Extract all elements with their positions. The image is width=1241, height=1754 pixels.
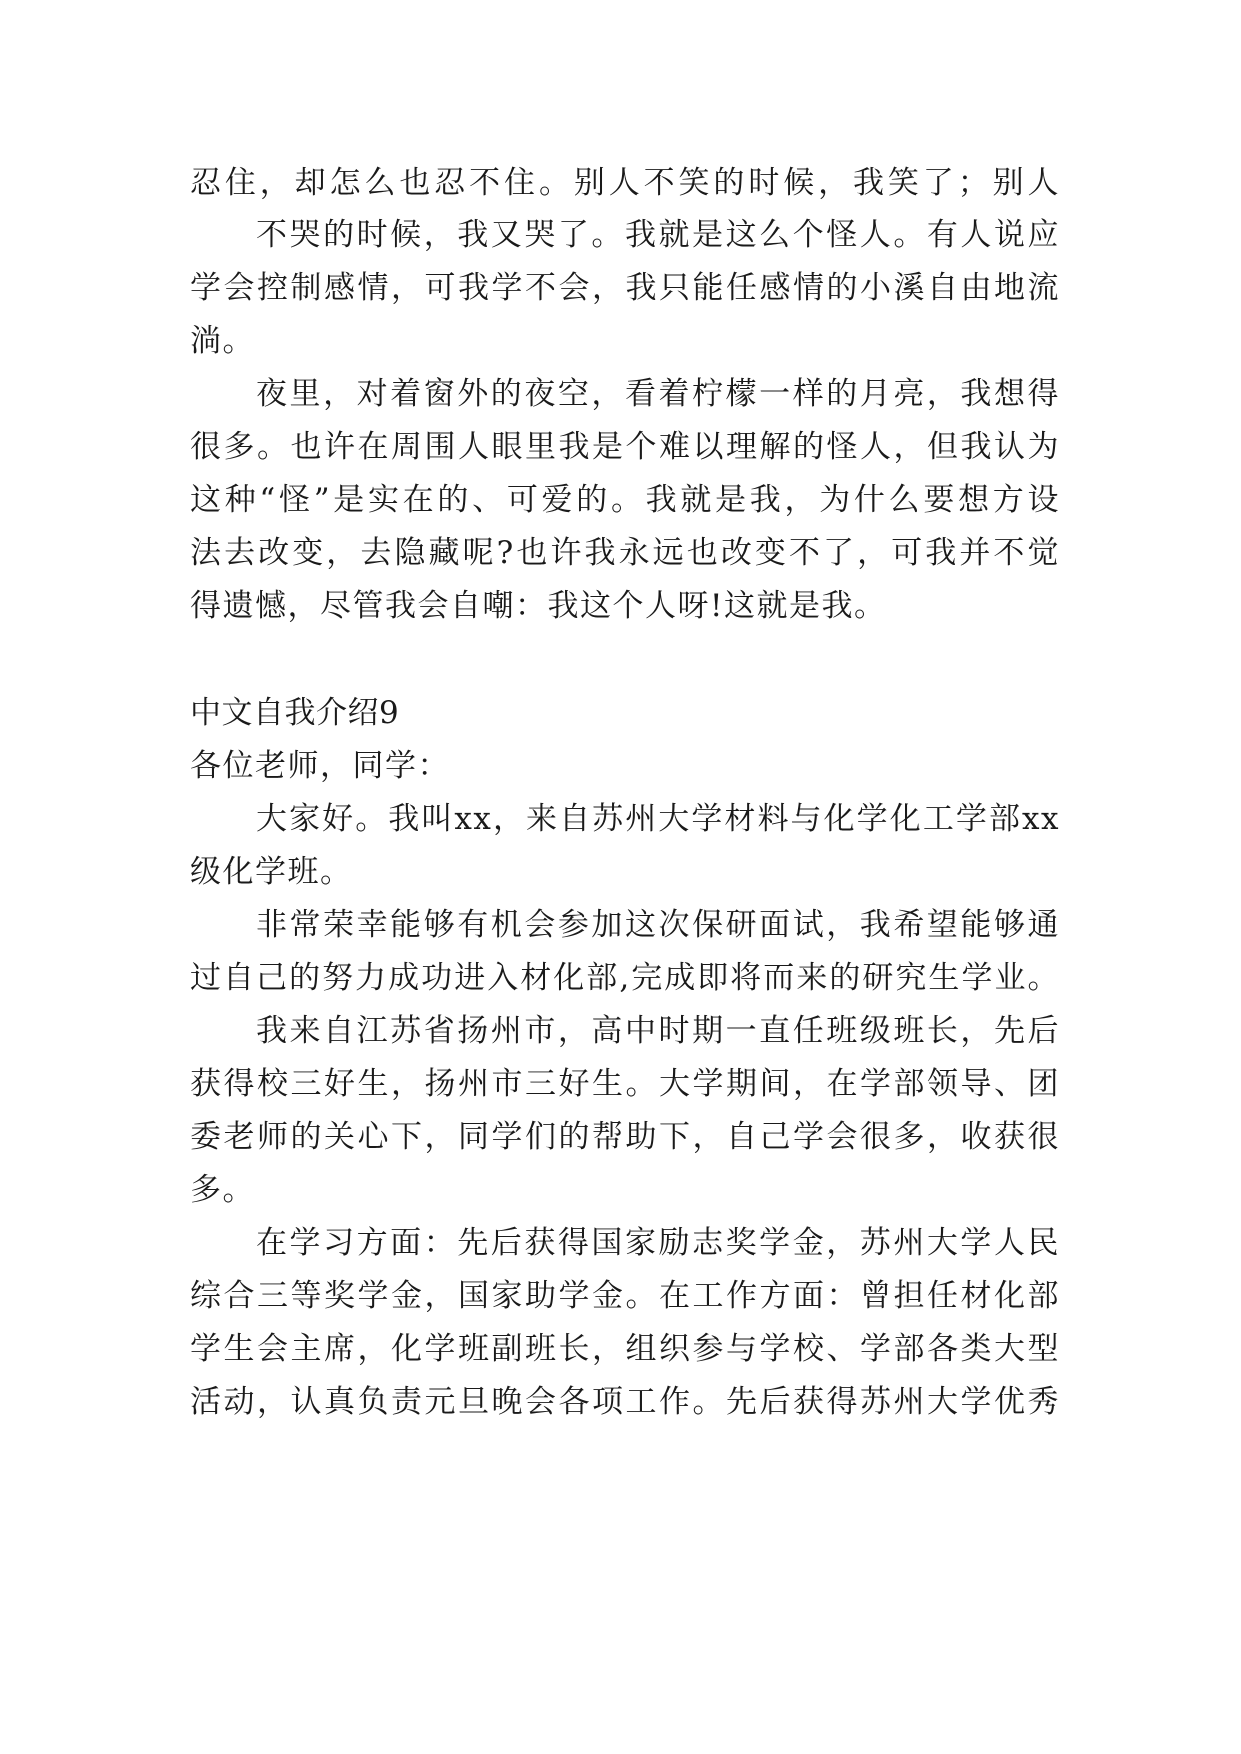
paragraph-line: 很多。也许在周围人眼里我是个难以理解的怪人，但我认为 [190, 429, 1060, 465]
paragraph-line: 学会控制感情，可我学不会，我只能任感情的小溪自由地流 [190, 270, 1060, 306]
paragraph-line: 多。 [190, 1172, 255, 1208]
paragraph-line: 级化学班。 [190, 854, 353, 890]
section-title: 中文自我介绍9 [190, 695, 400, 731]
paragraph-line: 学生会主席，化学班副班长，组织参与学校、学部各类大型 [190, 1331, 1060, 1367]
paragraph-line: 法去改变，去隐藏呢?也许我永远也改变不了，可我并不觉 [190, 535, 1060, 571]
paragraph-line: 这种“怪”是实在的、可爱的。我就是我，为什么要想方设 [190, 482, 1060, 518]
paragraph-line: 淌。 [190, 323, 255, 359]
paragraph-line: 委老师的关心下，同学们的帮助下，自己学会很多，收获很 [190, 1119, 1060, 1155]
paragraph-line: 忍住，却怎么也忍不住。别人不笑的时候，我笑了；别人 [190, 165, 1060, 201]
paragraph-line: 我来自江苏省扬州市，高中时期一直任班级班长，先后 [256, 1013, 1060, 1049]
paragraph-line: 夜里，对着窗外的夜空，看着柠檬一样的月亮，我想得 [256, 376, 1060, 412]
paragraph-line: 过自己的努力成功进入材化部,完成即将而来的研究生学业。 [190, 960, 1060, 996]
paragraph-line: 活动，认真负责元旦晚会各项工作。先后获得苏州大学优秀 [190, 1384, 1060, 1420]
paragraph-line: 综合三等奖学金，国家助学金。在工作方面：曾担任材化部 [190, 1278, 1060, 1314]
paragraph-line: 得遗憾，尽管我会自嘲：我这个人呀!这就是我。 [190, 588, 887, 624]
paragraph-line: 不哭的时候，我又哭了。我就是这么个怪人。有人说应 [256, 217, 1060, 253]
paragraph-line: 获得校三好生，扬州市三好生。大学期间，在学部领导、团 [190, 1066, 1060, 1102]
greeting-line: 各位老师，同学： [190, 748, 450, 784]
paragraph-line: 在学习方面：先后获得国家励志奖学金，苏州大学人民 [256, 1225, 1060, 1261]
paragraph-line: 非常荣幸能够有机会参加这次保研面试，我希望能够通 [256, 907, 1060, 943]
paragraph-line: 大家好。我叫xx，来自苏州大学材料与化学化工学部xx [256, 801, 1060, 837]
